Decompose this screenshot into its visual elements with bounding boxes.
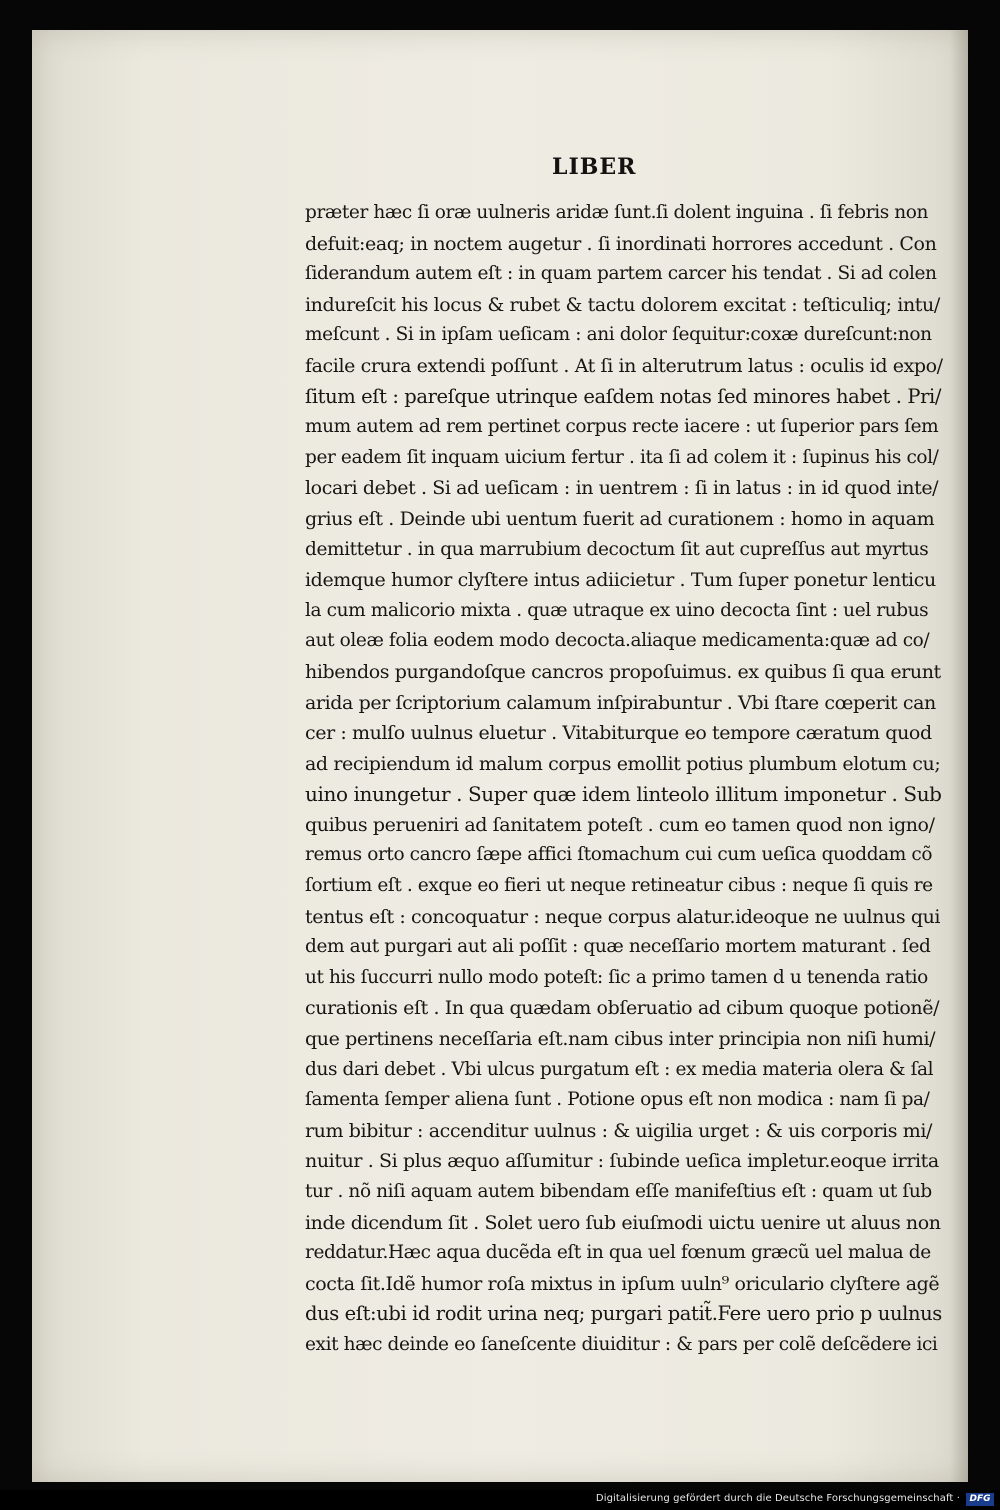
text-line: idemque humor clyſtere intus adiicietur . Tum ſuper ponetur lenticu: [305, 569, 936, 592]
text-line: demittetur . in qua marrubium decoctum ſit aut cupreſſus aut myrtus: [305, 538, 929, 560]
text-line: ut his ſuccurri nullo modo poteſt: ſic a primo tamen d u tenenda ratio: [305, 966, 928, 988]
text-line: facile crura extendi poſſunt . At ſi in alterutrum latus : oculis id expo/: [305, 354, 943, 377]
text-line: exit hæc deinde eo ſaneſcente diuiditur : & pars per colẽ deſcẽdere ici: [305, 1333, 938, 1355]
text-line: inde dicendum ſit . Solet uero ſub eiuſmodi uictu uenire ut aluus non: [305, 1211, 941, 1234]
text-line: reddatur.Hæc aqua ducẽda eſt in qua uel fœnum græcũ uel malua de: [305, 1242, 931, 1264]
running-head: LIBER: [552, 154, 637, 180]
text-line: quibus perueniri ad ſanitatem poteſt . cum eo tamen quod non igno/: [305, 813, 935, 836]
text-line: arida per ſcriptorium calamum inſpirabuntur . Vbi ſtare cœperit can: [305, 691, 936, 714]
text-line: aut oleæ folia eodem modo decocta.aliaque medicamenta:quæ ad co/: [305, 630, 930, 652]
text-line: remus orto cancro ſæpe affici ſtomachum cui cum ueſica quoddam cõ: [305, 844, 933, 866]
text-line: curationis eſt . In qua quædam obſeruatio ad cibum quoque potionẽ/: [305, 997, 940, 1020]
text-line: grius eſt . Deinde ubi uentum fuerit ad curationem : homo in aquam: [305, 507, 935, 530]
text-line: dem aut purgari aut ali poſſit : quæ neceſſario mortem maturant . ſed: [305, 936, 931, 958]
text-line: mum autem ad rem pertinet corpus recte iacere : ut ſuperior pars ſem: [305, 416, 939, 438]
text-line: que pertinens neceſſaria eſt.nam cibus inter principia non niſi humi/: [305, 1028, 936, 1051]
text-line: ſiderandum autem eſt : in quam partem carcer his tendat . Si ad colen: [305, 263, 937, 285]
text-line: locari debet . Si ad ueſicam : in uentrem : ſi in latus : in id quod inte/: [305, 477, 939, 500]
text-line: per eadem ſit inquam uicium fertur . ita ſi ad colem it : ſupinus his col/: [305, 446, 939, 468]
text-line: ad recipiendum id malum corpus emollit potius plumbum elotum cu;: [305, 752, 941, 775]
text-line: dus eſt:ubi id rodit urina neq; purgari patit̃.Fere uero prio p uulnus: [305, 1302, 942, 1326]
text-line: tur . nõ niſi aquam autem bibendam eſſe manifeſtius eſt : quam ut ſub: [305, 1181, 932, 1202]
text-line: cocta ſit.Idẽ humor roſa mixtus in ipſum uuln⁹ oriculario clyſtere agẽ: [305, 1272, 940, 1295]
text-line: rum bibitur : accenditur uulnus : & uigilia urget : & uis corporis mi/: [305, 1119, 932, 1142]
digitization-credit: Digitalisierung gefördert durch die Deutsche Forschungsgemeinschaft ·: [595, 1493, 960, 1504]
text-line: ſitum eſt : pareſque utrinque eaſdem notas ſed minores habet . Pri/: [305, 384, 942, 408]
text-line: tentus eſt : concoquatur : neque corpus alatur.ideoque ne uulnus qui: [305, 905, 941, 928]
text-block: [305, 198, 945, 1361]
text-line: nuitur . Si plus æquo aſſumitur : ſubinde ueſica impletur.eoque irrita: [305, 1150, 939, 1173]
text-line: la cum malicorio mixta . quæ utraque ex uino decocta ſint : uel rubus: [305, 599, 929, 621]
text-line: hibendos purgandoſque cancros propoſuimus. ex quibus ſi qua erunt: [305, 660, 941, 683]
text-line: præter hæc ſi oræ uulneris aridæ ſunt.ſi dolent inguina . ſi febris non: [305, 202, 929, 223]
dfg-logo: DFG: [966, 1493, 994, 1506]
text-line: meſcunt . Si in ipſam ueſicam : ani dolor ſequitur:coxæ dureſcunt:non: [305, 324, 932, 346]
text-line: ſortium eſt . exque eo fieri ut neque retineatur cibus : neque ſi quis re: [305, 875, 933, 897]
text-line: defuit:eaq; in noctem augetur . ſi inordinati horrores accedunt . Con: [305, 232, 937, 255]
text-line: indureſcit his locus & rubet & tactu dolorem excitat : teſticuliq; intu/: [305, 293, 940, 316]
book-page: [32, 30, 968, 1482]
text-line: cer : mulſo uulnus eluetur . Vitabiturque eo tempore cæratum quod: [305, 722, 932, 745]
text-line: dus dari debet . Vbi ulcus purgatum eſt : ex media materia olera & ſal: [305, 1058, 934, 1080]
text-line: ſamenta ſemper aliena ſunt . Potione opus eſt non modica : nam ſi pa/: [305, 1089, 930, 1111]
text-line: uino inungetur . Super quæ idem linteolo illitum imponetur . Sub: [305, 782, 942, 807]
